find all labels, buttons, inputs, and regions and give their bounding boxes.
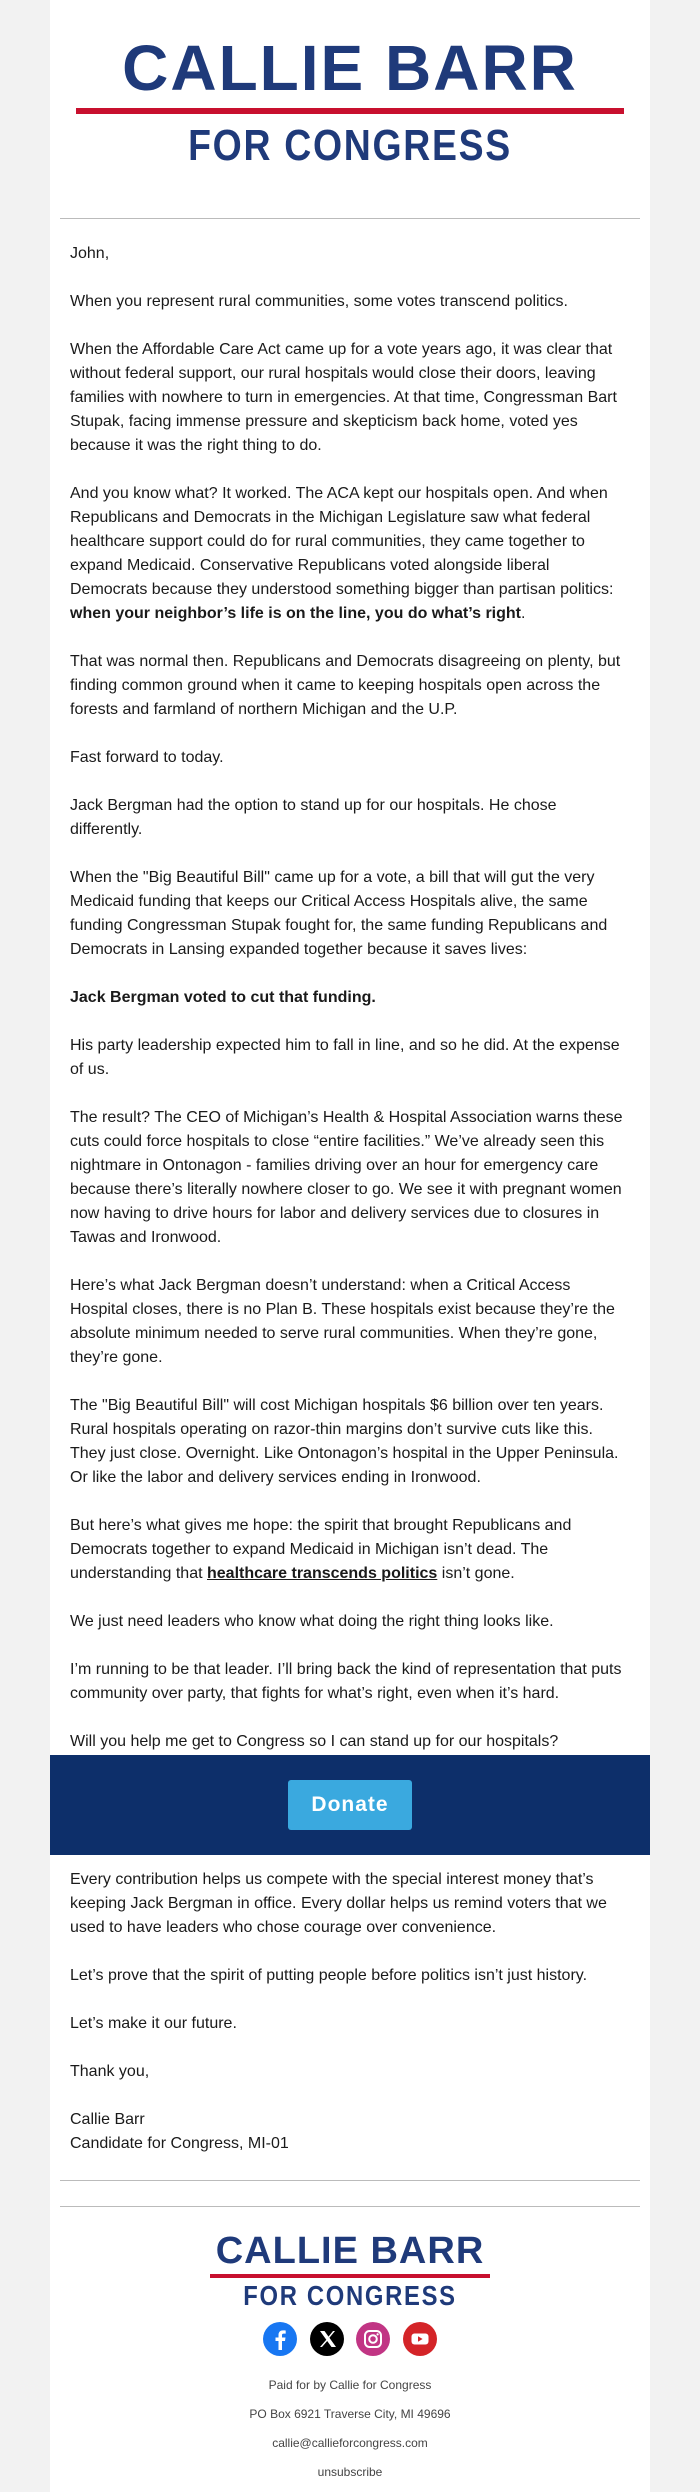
header-divider xyxy=(60,218,640,219)
paragraph: The "Big Beautiful Bill" will cost Michigan hospitals $6 billion over ten years. Rural hospitals operating on razor-thin margins don’t survive cuts like this. They just close. Overnight. Like Ontonagon’s hospital in the Upper Peninsula. Or like the labor and delivery services ending in Ironwood. xyxy=(70,1397,619,1486)
paragraph xyxy=(70,1514,630,1586)
paragraph: Let’s make it our future. xyxy=(70,2015,237,2032)
x-icon[interactable] xyxy=(310,2322,344,2356)
logo-main-text: CALLIE BARR xyxy=(215,2230,485,2272)
paragraph: Jack Bergman had the option to stand up for our hospitals. He chose differently. xyxy=(70,797,557,838)
emphasis-text: Jack Bergman voted to cut that funding. xyxy=(70,989,376,1006)
paragraph-text: . xyxy=(521,605,526,622)
signature-title: Candidate for Congress, MI-01 xyxy=(70,2135,289,2152)
paragraph: When the Affordable Care Act came up for a vote years ago, it was clear that without federal support, our rural hospitals would close their doors, leaving families with nowhere to turn in emergencies. At that time, Congressman Bart Stupak, facing immense pressure and skepticism back home, voted yes because it was the right thing to do. xyxy=(70,341,617,454)
closing-body xyxy=(70,1868,630,2156)
contact-email[interactable]: callie@callieforcongress.com xyxy=(272,2436,428,2450)
logo-sub-text: FOR CONGRESS xyxy=(188,121,512,170)
logo-sub-text: FOR CONGRESS xyxy=(243,2280,457,2311)
logo-main-text: CALLIE BARR xyxy=(122,32,578,104)
logo-red-bar xyxy=(210,2274,490,2278)
paragraph xyxy=(70,482,630,626)
facebook-icon[interactable] xyxy=(263,2322,297,2356)
paragraph: Thank you, xyxy=(70,2063,150,2080)
paragraph: Let’s prove that the spirit of putting people before politics isn’t just history. xyxy=(70,1967,588,1984)
unsubscribe-link[interactable]: unsubscribe xyxy=(317,2465,383,2479)
mailing-address: PO Box 6921 Traverse City, MI 49696 xyxy=(249,2407,451,2421)
paragraph: His party leadership expected him to fall in line, and so he did. At the expense of us. xyxy=(70,1037,620,1078)
emphasis-text: when your neighbor’s life is on the line, you do what’s right xyxy=(70,605,521,622)
instagram-icon[interactable] xyxy=(356,2322,390,2356)
paragraph: Will you help me get to Congress so I can stand up for our hospitals? xyxy=(70,1733,559,1750)
footer-logo[interactable] xyxy=(50,2232,650,2310)
footer-divider xyxy=(60,2180,640,2181)
paragraph-text: But here’s what gives me hope: the spirit that brought Republicans and Democrats together to expand Medicaid in Michigan isn’t dead. The understanding that xyxy=(70,1517,572,1582)
donate-button[interactable]: Donate xyxy=(288,1780,412,1830)
logo-red-bar xyxy=(76,108,624,114)
donate-banner xyxy=(50,1755,650,1855)
footer-divider xyxy=(60,2206,640,2207)
paragraph: We just need leaders who know what doing the right thing looks like. xyxy=(70,1613,554,1630)
paragraph: Fast forward to today. xyxy=(70,749,224,766)
email-page xyxy=(50,0,650,2492)
social-links xyxy=(50,2322,650,2356)
paragraph: Every contribution helps us compete with the special interest money that’s keeping Jack Bergman in office. Every dollar helps us remind voters that we used to have leaders who chose courage over convenience. xyxy=(70,1871,607,1936)
letter-body xyxy=(70,242,630,1778)
healthcare-link[interactable]: healthcare transcends politics xyxy=(207,1565,438,1582)
paragraph-text: isn’t gone. xyxy=(441,1565,515,1582)
paragraph: When you represent rural communities, some votes transcend politics. xyxy=(70,293,568,310)
paragraph: When the "Big Beautiful Bill" came up for a vote, a bill that will gut the very Medicaid funding that keeps our Critical Access Hospitals alive, the same funding Congressman Stupak fought for, the same funding Republicans and Democrats in Lansing expanded together because it saves lives: xyxy=(70,869,608,958)
campaign-logo[interactable] xyxy=(50,32,650,170)
youtube-icon[interactable] xyxy=(403,2322,437,2356)
paragraph: Here’s what Jack Bergman doesn’t understand: when a Critical Access Hospital closes, there is no Plan B. These hospitals exist because they’re the absolute minimum needed to serve rural communities. When they’re gone, they’re gone. xyxy=(70,1277,615,1366)
paid-for-disclaimer: Paid for by Callie for Congress xyxy=(268,2378,432,2392)
paragraph-text: And you know what? It worked. The ACA kept our hospitals open. And when Republicans and Democrats in the Michigan Legislature saw what federal healthcare support could do for rural communities, they came together to expand Medicaid. Conservative Republicans voted alongside liberal Democrats because they understood something bigger than partisan politics: xyxy=(70,485,614,598)
paragraph: That was normal then. Republicans and Democrats disagreeing on plenty, but finding common ground when it came to keeping hospitals open across the forests and farmland of northern Michigan and the U.P. xyxy=(70,653,621,718)
paragraph xyxy=(70,986,630,1010)
greeting: John, xyxy=(70,245,110,262)
signature-name: Callie Barr xyxy=(70,2111,145,2128)
paragraph: I’m running to be that leader. I’ll bring back the kind of representation that puts community over party, that fights for what’s right, even when it’s hard. xyxy=(70,1661,622,1702)
signature xyxy=(70,2108,630,2156)
paragraph: The result? The CEO of Michigan’s Health & Hospital Association warns these cuts could force hospitals to close “entire facilities.” We’ve already seen this nightmare in Ontonagon - families driving over an hour for emergency care because there’s literally nowhere closer to go. We see it with pregnant women now having to drive hours for labor and delivery services due to closures in Tawas and Ironwood. xyxy=(70,1109,623,1246)
